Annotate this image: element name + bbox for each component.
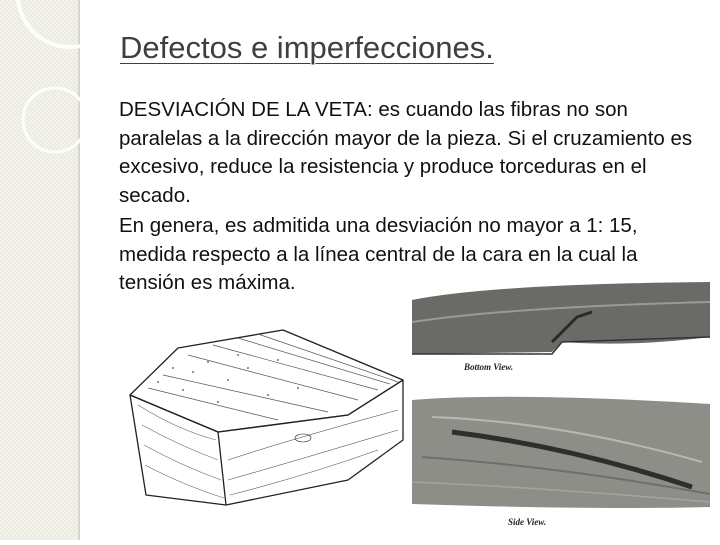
decorative-circles: [0, 0, 120, 160]
side-view-caption: Side View.: [508, 517, 547, 527]
slide-title: Defectos e imperfecciones.: [120, 30, 494, 65]
paragraph-allowed-deviation: En genera, es admitida una desviación no mayor a 1: 15, medida respecto a la línea central de la cara en la cual la tensión es máxima.: [119, 214, 638, 294]
wood-block-illustration: [118, 320, 413, 510]
paragraph-grain-deviation: DESVIACIÓN DE LA VETA: es cuando las fibras no son paralelas a la dirección mayor de la pieza. Si el cruzamiento es excesivo, reduce la resistencia y produce torceduras en el secado.: [119, 98, 693, 207]
grain-deviation-photos: [412, 282, 710, 540]
slide-body: [119, 96, 699, 300]
bottom-view-caption: Bottom View.: [464, 362, 514, 372]
grain-photo-image: [412, 282, 710, 540]
